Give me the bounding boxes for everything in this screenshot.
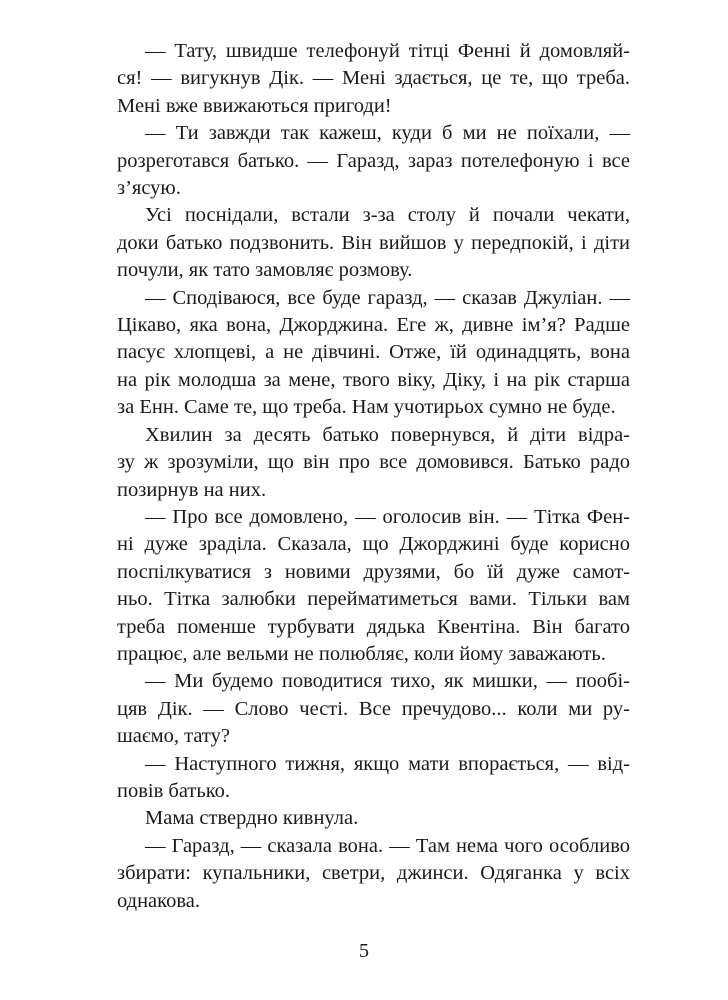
text-line: зу ж зрозуміли, що він про все домовився. Батько радо xyxy=(117,451,630,474)
text-line: ся! — вигукнув Дік. — Мені здається, це те, що треба. xyxy=(117,67,630,90)
paragraph xyxy=(89,668,630,750)
text-line: — Гаразд, — сказала вона. — Там нема чого особливо xyxy=(145,834,630,857)
paragraph xyxy=(89,833,630,915)
text-line: однакова. xyxy=(117,889,200,912)
text-line: треба поменше турбувати дядька Квентіна. Він багато xyxy=(117,615,630,638)
text-line: поспілкуватися з новими друзями, бо їй дуже самот- xyxy=(117,560,630,583)
text-line: — Ми будемо поводитися тихо, як мишки, — пообі- xyxy=(145,670,630,693)
text-line: працює, але вельми не полюбляє, коли йому заважають. xyxy=(117,642,606,665)
text-line: ні дуже зраділа. Сказала, що Джорджині буде корисно xyxy=(117,533,630,556)
text-line: ньо. Тітка залюбки перейматиметься вами. Тільки вам xyxy=(117,588,630,611)
text-line: цяв Дік. — Слово честі. Все пречудово... коли ми ру- xyxy=(117,697,630,720)
text-line: за Енн. Саме те, що треба. Нам учотирьох сумно не буде. xyxy=(117,396,616,419)
text-line: Хвилин за десять батько повернувся, й діти відра- xyxy=(145,423,630,446)
paragraph xyxy=(89,751,630,806)
paragraph xyxy=(89,285,630,422)
paragraph xyxy=(89,202,630,284)
text-line: — Тату, швидше телефонуй тітці Фенні й домовляй- xyxy=(145,40,630,62)
page-number: 5 xyxy=(359,940,369,962)
text-line: пасує хлопцеві, а не дівчині. Отже, їй одинадцять, вона xyxy=(117,341,630,364)
text-line: шаємо, тату? xyxy=(117,725,230,748)
text-line: — Ти завжди так кажеш, куди б ми не поїхали, — xyxy=(145,122,630,145)
body-text xyxy=(89,38,630,915)
text-line: — Сподіваюся, все буде гаразд, — сказав Джуліан. — xyxy=(145,286,630,309)
text-line: позирнув на них. xyxy=(117,478,267,501)
text-line: Усі поснідали, встали з-за столу й почали чекати, xyxy=(145,204,630,227)
text-line: Цікаво, яка вона, Джорджина. Еге ж, дивне ім’я? Радше xyxy=(117,314,630,337)
paragraph xyxy=(89,38,630,120)
paragraph xyxy=(89,120,630,202)
text-line: — Наступного тижня, якщо мати впорається, — від- xyxy=(145,752,630,775)
text-line: доки батько подзвонить. Він вийшов у передпокій, і діти xyxy=(117,231,630,254)
paragraph xyxy=(89,422,630,504)
text-line: повів батько. xyxy=(117,779,231,802)
text-line: — Про все домовлено, — оголосив він. — Тітка Фен- xyxy=(145,505,630,528)
text-line: почули, як тато замовляє розмову. xyxy=(117,259,413,282)
text-line: Мені вже ввижаються пригоди! xyxy=(117,94,392,117)
text-line: на рік молодша за мене, твого віку, Діку, і на рік старша xyxy=(117,368,630,391)
text-line: з’ясую. xyxy=(117,177,181,200)
paragraph xyxy=(89,504,630,668)
text-line: збирати: купальники, светри, джинси. Одяганка у всіх xyxy=(117,862,630,885)
paragraph xyxy=(89,805,630,832)
text-line: розреготався батько. — Гаразд, зараз потелефоную і все xyxy=(117,149,630,172)
text-line: Мама ствердно кивнула. xyxy=(145,807,359,830)
